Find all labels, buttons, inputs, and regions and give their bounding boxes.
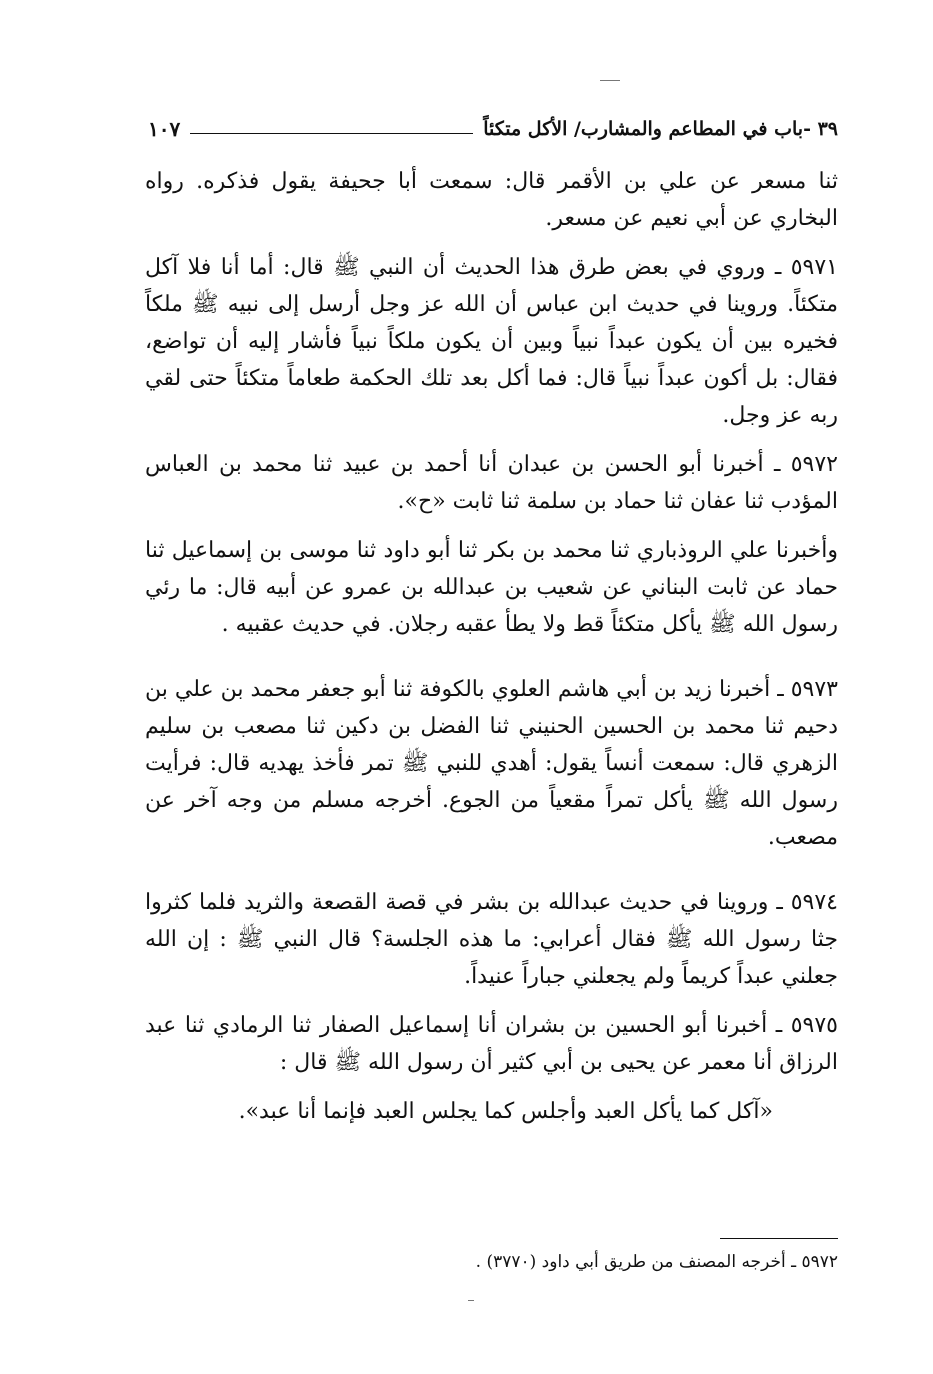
paragraph-5973: ٥٩٧٣ ـ أخبرنا زيد بن أبي هاشم العلوي بالكوفة ثنا أبو جعفر محمد بن علي بن دحيم ثنا محمد بن الحسين الحنيني ثنا الفضل بن دكين ثنا مصعب بن سليم الزهري قال: سمعت أنساً يقول: أهدي للنبي ﷺ تمر فأخذ يهديه قال: فرأيت رسول الله ﷺ يأكل تمراً مقعياً من الجوع. أخرجه مسلم من وجه آخر عن مصعب. xyxy=(145,677,838,850)
hadith-quote: «آكل كما يأكل العبد وأجلس كما يجلس العبد فإنما أنا عبد». xyxy=(238,1099,773,1124)
page-number: ١٠٧ xyxy=(148,117,181,141)
bottom-scan-mark xyxy=(468,1300,474,1301)
header-rule xyxy=(190,133,473,134)
paragraph-5974: ٥٩٧٤ ـ وروينا في حديث عبدالله بن بشر في قصة القصعة والثريد فلما كثروا جثا رسول الله ﷺ فقال أعرابي: ما هذه الجلسة؟ قال النبي ﷺ : إن الله جعلني عبداً كريماً ولم يجعلني جباراً عنيداً. xyxy=(145,890,838,989)
paragraph-5972: ٥٩٧٢ ـ أخبرنا أبو الحسن بن عبدان أنا أحمد بن عبيد ثنا محمد بن العباس المؤدب ثنا عفان ثنا حماد بن سلمة ثنا ثابت «ح». xyxy=(145,452,838,514)
footnote: ٥٩٧٢ ـ أخرجه المصنف من طريق أبي داود (٣٧٧٠) . xyxy=(475,1252,838,1272)
top-scan-mark xyxy=(600,80,620,81)
running-header xyxy=(148,112,838,146)
main-text xyxy=(145,163,838,1142)
paragraph-5975: ٥٩٧٥ ـ أخبرنا أبو الحسين بن بشران أنا إسماعيل الصفار ثنا الرمادي ثنا عبد الرزاق أنا معمر عن يحيى بن أبي كثير أن رسول الله ﷺ قال : xyxy=(145,1013,838,1075)
paragraph-continuation: ثنا مسعر عن علي بن الأقمر قال: سمعت أبا جحيفة يقول فذكره. رواه البخاري عن أبي نعيم عن مسعر. xyxy=(145,169,838,231)
chapter-title: ٣٩ -باب في المطاعم والمشارب/ الأكل متكئاً xyxy=(483,118,838,140)
footnote-rule xyxy=(720,1238,838,1239)
paragraph-5972-second-chain: وأخبرنا علي الروذباري ثنا محمد بن بكر ثنا أبو داود ثنا موسى بن إسماعيل ثنا حماد عن ثابت البناني عن شعيب بن عبدالله بن عمرو عن أبيه قال: ما رئي رسول الله ﷺ يأكل متكئاً قط ولا يطأ عقبه رجلان. في حديث عقبيه . xyxy=(145,538,838,637)
paragraph-5971: ٥٩٧١ ـ وروي في بعض طرق هذا الحديث أن النبي ﷺ قال: أما أنا فلا آكل متكئاً. وروينا في حديث ابن عباس أن الله عز وجل أرسل إلى نبيه ﷺ ملكاً فخيره بين أن يكون عبداً نبياً وبين أن يكون ملكاً نبياً فأشار إليه أن تواضع، فقال: بل أكون عبداً نبياً قال: فما أكل بعد تلك الحكمة طعاماً متكئاً حتى لقي ربه عز وجل. xyxy=(145,255,838,428)
